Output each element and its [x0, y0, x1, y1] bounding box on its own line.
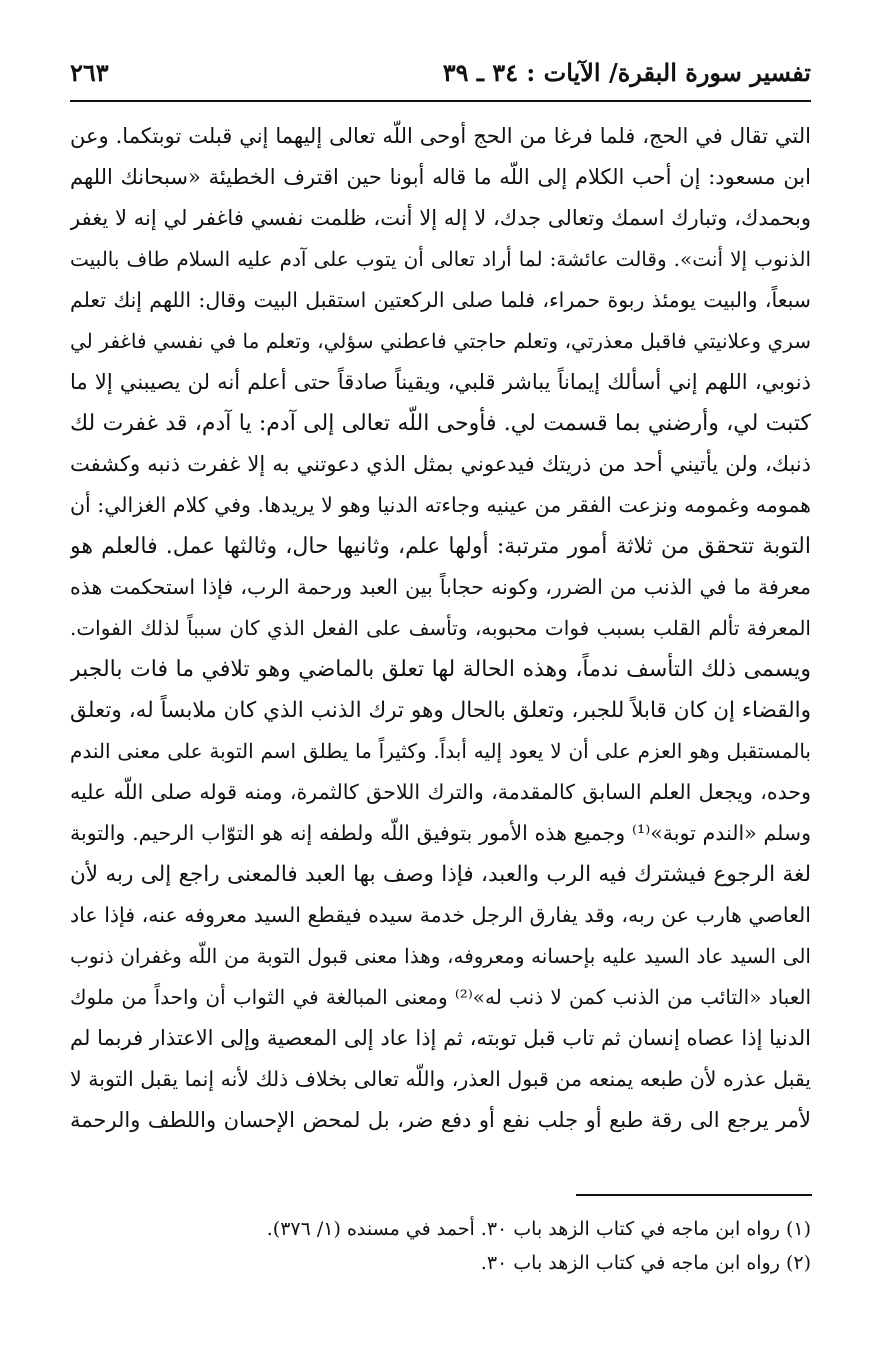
- text-line: وبحمدك، وتبارك اسمك وتعالى جدك، لا إله إلا أنت، ظلمت نفسي فاغفر لي إنه لا يغفر: [70, 206, 811, 230]
- text-line: كتبت لي، وأرضني بما قسمت لي. فأوحى اللّه تعالى إلى آدم: يا آدم، قد غفرت لك: [70, 411, 811, 436]
- running-title: تفسير سورة البقرة/ الآيات : ٣٤ ـ ٣٩: [442, 58, 811, 87]
- text-line: وحده، ويجعل العلم السابق كالمقدمة، والترك اللاحق كالثمرة، ومنه قوله صلى اللّه عليه: [70, 780, 811, 804]
- text-line: الى السيد عاد السيد عليه بإحسانه ومعروفه، وهذا معنى قبول التوبة من اللّه وغفران ذنوب: [70, 944, 811, 968]
- main-text: [70, 116, 811, 1141]
- text-line: ويسمى ذلك التأسف ندماً، وهذه الحالة لها تعلق بالماضي وهو تلافي ما فات بالجبر: [70, 657, 811, 682]
- footnote-1: (١) رواه ابن ماجه في كتاب الزهد باب ٣٠. أحمد في مسنده (١/ ٣٧٦).: [266, 1218, 811, 1240]
- text-line: والقضاء إن كان قابلاً للجبر، وتعلق بالحال وهو ترك الذنب الذي كان ملابساً له، وتعلق: [70, 698, 811, 723]
- page-number: ٢٦٣: [70, 58, 109, 87]
- text-line: لأمر يرجع الى رقة طبع أو جلب نفع أو دفع ضر، بل لمحض الإحسان واللطف والرحمة: [70, 1108, 811, 1132]
- text-line: الدنيا إذا عصاه إنسان ثم تاب قبل توبته، ثم إذا عاد إلى المعصية وإلى الاعتذار فربما لم: [70, 1026, 811, 1050]
- text-line: سبعاً، والبيت يومئذ ربوة حمراء، فلما صلى الركعتين استقبل البيت وقال: اللهم إنك تعلم: [70, 288, 811, 312]
- footnote-rule: [576, 1194, 812, 1196]
- text-line: ذنوبي، اللهم إني أسألك إيماناً يباشر قلبي، ويقيناً صادقاً حتى أعلم أنه لن يصيبني إلا ما: [70, 370, 811, 394]
- text-line: بالمستقبل وهو العزم على أن لا يعود إليه أبداً. وكثيراً ما يطلق اسم التوبة على معنى الندم: [70, 739, 811, 763]
- footnotes: [70, 1212, 811, 1280]
- text-line: المعرفة تألم القلب بسبب فوات محبوبه، وتأسف على الفعل الذي كان سبباً لذلك الفوات.: [70, 616, 811, 640]
- text-line: العباد «التائب من الذنب كمن لا ذنب له»⁽²⁾ ومعنى المبالغة في الثواب أن واحداً من ملوك: [70, 985, 811, 1009]
- text-line: لغة الرجوع فيشترك فيه الرب والعبد، فإذا وصف بها العبد فالمعنى راجع إلى ربه لأن: [70, 862, 811, 887]
- text-line: ابن مسعود: إن أحب الكلام إلى اللّه ما قاله أبونا حين اقترف الخطيئة «سبحانك اللهم: [70, 165, 811, 189]
- text-line: همومه وغمومه ونزعت الفقر من عينيه وجاءته الدنيا وهو لا يريدها. وفي كلام الغزالي: أن: [70, 493, 811, 517]
- text-line: التوبة تتحقق من ثلاثة أمور مترتبة: أولها علم، وثانيها حال، وثالثها عمل. فالعلم هو: [70, 534, 811, 559]
- header-rule: [70, 100, 811, 102]
- text-line: سري وعلانيتي فاقبل معذرتي، وتعلم حاجتي فاعطني سؤلي، وتعلم ما في نفسي فاغفر لي: [70, 329, 811, 353]
- text-line: العاصي هارب عن ربه، وقد يفارق الرجل خدمة سيده فيقطع السيد معروفه عنه، فإذا عاد: [70, 903, 811, 927]
- text-line: معرفة ما في الذنب من الضرر، وكونه حجاباً بين العبد ورحمة الرب، فإذا استحكمت هذه: [70, 575, 811, 599]
- text-line: ذنبك، ولن يأتيني أحد من ذريتك فيدعوني بمثل الذي دعوتني به إلا غفرت ذنبه وكشفت: [70, 452, 811, 476]
- footnote-2: (٢) رواه ابن ماجه في كتاب الزهد باب ٣٠.: [480, 1252, 811, 1274]
- text-line: الذنوب إلا أنت». وقالت عائشة: لما أراد تعالى أن يتوب على آدم عليه السلام طاف بالبيت: [70, 247, 811, 271]
- text-line: وسلم «الندم توبة»⁽¹⁾ وجميع هذه الأمور بتوفيق اللّه ولطفه إنه هو التوّاب الرحيم. والتوبة: [70, 821, 811, 845]
- page-header: [70, 56, 811, 96]
- text-line: التي تقال في الحج، فلما فرغا من الحج أوحى اللّه تعالى إليهما إني قبلت توبتكما. وعن: [70, 124, 811, 148]
- text-line: يقبل عذره لأن طبعه يمنعه من قبول العذر، واللّه تعالى بخلاف ذلك لأنه إنما يقبل التوبة لا: [70, 1067, 811, 1091]
